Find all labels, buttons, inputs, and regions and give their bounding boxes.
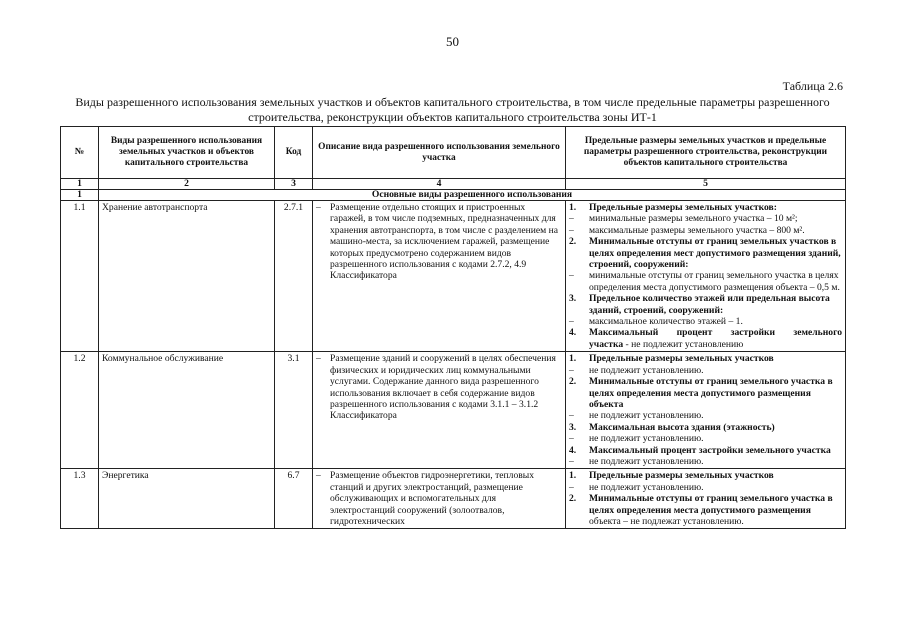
use-type-name: Коммунальное обслуживание: [99, 352, 275, 469]
limit-item: [569, 493, 842, 527]
limit-text: [589, 327, 842, 350]
limit-marker: –: [569, 364, 574, 376]
col-number: 2: [99, 179, 275, 190]
limit-marker: 1.: [569, 202, 577, 213]
limit-marker: 1.: [569, 353, 577, 365]
limit-marker: 2.: [569, 236, 577, 248]
limit-text-line: [589, 339, 842, 350]
table-label: Таблица 2.6: [782, 79, 843, 93]
limit-item: [569, 456, 842, 467]
limit-text: не подлежит установлению.: [589, 433, 704, 445]
dash-marker: –: [316, 470, 321, 482]
col-number: 5: [566, 179, 846, 190]
limit-text: Предельные размеры земельных участков:: [589, 202, 777, 213]
limit-text: Предельные размеры земельных участков: [589, 470, 774, 482]
limit-text: не подлежит установлению.: [589, 410, 704, 422]
table-row: [61, 352, 846, 469]
limit-marker: 1.: [569, 470, 577, 482]
limit-item: [569, 270, 842, 293]
limits-cell: [566, 469, 846, 529]
limit-text: не подлежит установлению.: [589, 455, 704, 467]
table-row: [61, 201, 846, 352]
limit-item: [569, 433, 842, 444]
header-limits: Предельные размеры земельных участков и предельные параметры разрешенного строительства, реконструкции объектов капитального строительства: [566, 127, 846, 179]
limit-text: максимальное количество этажей – 1.: [589, 316, 743, 328]
limit-tail-part: объекта – не подлежат установлению.: [589, 515, 744, 527]
use-code: 3.1: [275, 352, 313, 469]
limit-marker: 3.: [569, 293, 577, 305]
land-use-table: [60, 126, 846, 529]
use-description: [313, 352, 566, 469]
limit-text: не подлежит установлению.: [589, 364, 704, 376]
limit-marker: 3.: [569, 421, 577, 433]
col-number: 4: [313, 179, 566, 190]
limit-item: [569, 225, 842, 236]
table-row: [61, 469, 846, 529]
use-description: [313, 469, 566, 529]
limit-item: [569, 376, 842, 410]
limit-marker: –: [569, 213, 574, 225]
limit-marker: –: [569, 410, 574, 422]
description-item: [316, 353, 562, 421]
header-desc: Описание вида разрешенного использования земельного участка: [313, 127, 566, 179]
use-code: 6.7: [275, 469, 313, 529]
limit-text: минимальные размеры земельного участка – 10 м²;: [589, 213, 798, 225]
limit-item: [569, 365, 842, 376]
use-type-name: Энергетика: [99, 469, 275, 529]
description-item: [316, 470, 562, 527]
limit-text: Минимальные отступы от границ земельного участка в целях определения места допустимого размещения объекта: [589, 376, 833, 410]
limit-item: [569, 293, 842, 316]
limit-marker: –: [569, 433, 574, 445]
description-text: Размещение зданий и сооружений в целях обеспечения физических и юридических лиц коммунальными услугами. Содержание данного вида разрешенного использования включает в себя содержание видов разрешенного использования с кодами 3.1.1 – 3.1.2 Классификатора: [330, 353, 556, 422]
limit-item: [569, 422, 842, 433]
section-number: 1: [61, 190, 99, 201]
dash-marker: –: [316, 353, 321, 365]
limit-marker: –: [569, 455, 574, 467]
description-text: Размещение объектов гидроэнергетики, тепловых станций и других электростанций, размещение обслуживающих и вспомогательных для электростанций сооружений (золоотвалов, гидротехнических: [330, 470, 535, 527]
page-number: 50: [446, 34, 459, 49]
limits-cell: [566, 201, 846, 352]
limit-marker: 2.: [569, 376, 577, 388]
limit-text: максимальные размеры земельного участка – 800 м².: [589, 224, 805, 236]
limit-marker: –: [569, 316, 574, 328]
limit-item: [569, 410, 842, 421]
description-item: [316, 202, 562, 282]
limit-marker: –: [569, 224, 574, 236]
limit-item: [569, 470, 842, 481]
header-type: Виды разрешенного использования земельных участков и объектов капитального строительства: [99, 127, 275, 179]
col-number: 3: [275, 179, 313, 190]
dash-marker: –: [316, 202, 321, 213]
use-description: [313, 201, 566, 352]
limit-text: минимальные отступы от границ земельного участка в целях определения места допустимого размещения объекта – 0,5 м.: [589, 270, 840, 293]
limit-marker: 2.: [569, 493, 577, 505]
limit-text: Предельное количество этажей или предельная высота зданий, строений, сооружений:: [589, 293, 830, 316]
limit-text: [589, 493, 842, 527]
limit-item: [569, 202, 842, 213]
limit-marker: 4.: [569, 444, 577, 456]
limit-marker: 4.: [569, 327, 577, 339]
row-number: 1.1: [61, 201, 99, 352]
limit-item: [569, 327, 842, 350]
header-code: Код: [275, 127, 313, 179]
col-number: 1: [61, 179, 99, 190]
limit-text: Предельные размеры земельных участков: [589, 353, 774, 365]
table-title: Виды разрешенного использования земельных участков и объектов капитального строительства, в том числе предельные параметры разрешенного строительства, реконструкции объектов капитального строительства зоны ИТ-1: [75, 95, 830, 124]
section-row: [61, 190, 846, 201]
limit-text: не подлежит установлению.: [589, 481, 704, 493]
limits-cell: [566, 352, 846, 469]
limit-item: [569, 445, 842, 456]
use-type-name: Хранение автотранспорта: [99, 201, 275, 352]
limit-marker: –: [569, 270, 574, 282]
limit-text-line: Максимальный процент застройки земельного: [589, 327, 842, 339]
limit-text: Максимальный процент застройки земельного участка: [589, 444, 831, 456]
limit-bold-part: Минимальные отступы от границ земельного участка в целях определения места допустимого размещения: [589, 493, 833, 516]
header-no: №: [61, 127, 99, 179]
use-code: 2.7.1: [275, 201, 313, 352]
limit-marker: –: [569, 481, 574, 493]
row-number: 1.3: [61, 469, 99, 529]
limit-plain-part: - не подлежит установлению: [623, 338, 744, 350]
header-row: [61, 127, 846, 179]
limit-bold-part: участка: [589, 338, 624, 350]
limit-item: [569, 482, 842, 493]
description-text: Размещение отдельно стоящих и пристроенных гаражей, в том числе подземных, предназначенных для хранения автотранспорта, в том числе с разделением на машино-места, за исключением гаражей, размещение которых предусмотрено содержанием видов разрешенного использования с кодами 2.7.2, 4.9 Классификатора: [330, 202, 558, 282]
section-title: Основные виды разрешенного использования: [99, 190, 846, 201]
limit-item: [569, 213, 842, 224]
column-number-row: [61, 179, 846, 190]
limit-item: [569, 316, 842, 327]
limit-item: [569, 236, 842, 270]
limit-item: [569, 353, 842, 364]
row-number: 1.2: [61, 352, 99, 469]
limit-text: Максимальная высота здания (этажность): [589, 421, 775, 433]
limit-text: Минимальные отступы от границ земельных участков в целях определения мест допустимого размещения зданий, строений, сооружений:: [589, 236, 841, 271]
